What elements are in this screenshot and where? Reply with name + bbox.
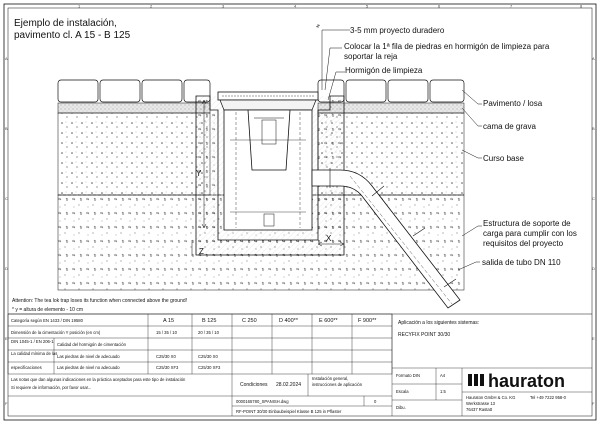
hauraton-logo — [468, 371, 565, 391]
callout-colocar-1: Colocar la 1ª fila de piedras en hormigón de limpieza para — [344, 42, 550, 51]
svg-text:A: A — [592, 56, 595, 61]
installation-label: Instalación general, — [312, 376, 349, 381]
drawing-caption: RF-POINT 30/30 Einbaubeispiel Klasse B 125 in Pflaster — [236, 409, 342, 414]
svg-text:E: E — [5, 336, 8, 341]
svg-text:C: C — [592, 196, 595, 201]
row-spec-a15: C25/30 XF3 — [156, 365, 179, 370]
category-label: Categoría según EN 1433 / DIN 19580 — [11, 318, 83, 323]
svg-text:3: 3 — [222, 3, 225, 9]
brand-address-2: Werkstrasse 13 — [466, 401, 496, 406]
class-f900: F 900** — [358, 318, 377, 324]
row-spec-label: especificaciones — [11, 365, 42, 370]
callout-pavimento: Pavimento / losa — [483, 99, 543, 108]
row-dim-b125: 20 / 35 / 10 — [198, 330, 219, 335]
title-line-1: Ejemplo de instalación, — [14, 18, 117, 29]
footnote-2: Si requiere de información, por favor usar... — [11, 385, 92, 390]
callout-curso: Curso base — [483, 154, 524, 163]
row-spec-b125: C25/30 XF3 — [198, 365, 221, 370]
class-e600: E 600** — [319, 318, 338, 324]
brand-phone: Tel +49 7222 958-0 — [530, 395, 566, 400]
svg-text:F: F — [592, 401, 595, 406]
sheet-label: Dibu. — [396, 405, 406, 410]
svg-text:C: C — [5, 196, 8, 201]
class-d400: D 400** — [279, 318, 298, 324]
applicable-label: Aplicación a los siguientes sistemas: — [398, 320, 480, 326]
callout-salida: salida de tubo DN 110 — [482, 258, 561, 267]
svg-text:7: 7 — [510, 3, 513, 9]
svg-text:D: D — [5, 266, 8, 271]
gravel-bed-left — [58, 103, 210, 113]
class-b125: B 125 — [202, 318, 217, 324]
svg-text:Y: Y — [196, 169, 202, 178]
callout-estructura-1: Estructura de soporte de — [483, 219, 571, 228]
row-din-sub: Calidad del hormigón de cimentación — [57, 342, 126, 347]
row-min-a15: C25/30 X0 — [156, 354, 176, 359]
note-attention: Attention: The tea lok trap loses its function when connected above the ground! — [12, 298, 188, 304]
ground-section — [58, 24, 577, 308]
svg-text:4: 4 — [294, 3, 297, 9]
callout-hormigon: Hormigón de limpieza — [345, 66, 423, 75]
callout-colocar-2: soportar la reja — [344, 52, 398, 61]
scale-label: Escala — [396, 389, 409, 394]
row-dim-label: Dimensión de la cimentación Y posición (en cm) — [11, 330, 101, 335]
row-din-label: DIN 1045-1 / EN 206-1 — [11, 339, 54, 344]
class-c250: C 250 — [242, 318, 257, 324]
format-value: A4 — [440, 373, 446, 378]
brand-address-3: 76437 Rastatt — [466, 407, 493, 412]
callout-grava: cama de grava — [483, 122, 536, 131]
base-course-left — [58, 113, 210, 195]
callout-estructura-2: carga para cumplir con los — [483, 229, 577, 238]
svg-text:2: 2 — [150, 3, 153, 9]
file-name: 0000165780_SPANISH.dwg — [236, 399, 289, 404]
title-line-2: pavimento cl. A 15 - B 125 — [14, 30, 131, 41]
svg-text:6: 6 — [438, 3, 441, 9]
svg-text:D: D — [592, 266, 595, 271]
note-alturas: * y = altura de elemento - 10 cm — [12, 307, 84, 313]
scale-value: 1:5 — [440, 389, 446, 394]
callout-mm: 3-5 mm proyecto duradero — [350, 26, 445, 35]
callout-estructura-3: requisitos del proyecto — [483, 239, 564, 248]
conditions-label: Condiciones — [240, 382, 268, 388]
svg-text:F: F — [5, 401, 8, 406]
svg-text:A: A — [5, 56, 8, 61]
svg-text:X: X — [326, 234, 332, 243]
row-spec-sub: Las piedras de nivel no adecuado — [57, 365, 120, 370]
svg-text:Z: Z — [199, 247, 204, 256]
page-number: 0 — [374, 399, 377, 404]
svg-text:8: 8 — [580, 3, 583, 9]
brand-address-1: Hauraton GmbH & Co. KG — [466, 395, 516, 400]
brand-name: hauraton — [488, 371, 566, 391]
svg-text:B: B — [592, 126, 595, 131]
footnote-1: Las notas que dan algunas indicaciones en la práctica aceptados para este tipo de instalación — [11, 377, 186, 382]
row-dim-a15: 15 / 35 / 10 — [156, 330, 177, 335]
class-a15: A 15 — [163, 318, 175, 324]
svg-text:B: B — [5, 126, 8, 131]
svg-text:E: E — [592, 336, 595, 341]
logo-mark-icon — [468, 374, 484, 386]
installation-sub: instrucciones de aplicación — [312, 382, 363, 387]
format-label: Formato DIN — [396, 373, 420, 378]
row-min-sub: Las piedras de nivel de adecuado — [57, 354, 120, 359]
point-drain — [218, 92, 318, 230]
row-min-b125: C25/30 X0 — [198, 354, 218, 359]
row-min-label: La calidad mínima de las — [11, 351, 58, 356]
svg-text:5: 5 — [366, 3, 369, 9]
conditions-date: 28.02.2024 — [276, 382, 302, 388]
svg-text:1: 1 — [78, 3, 81, 9]
applicable-value: RECYFIX POINT 30/30 — [398, 332, 451, 338]
